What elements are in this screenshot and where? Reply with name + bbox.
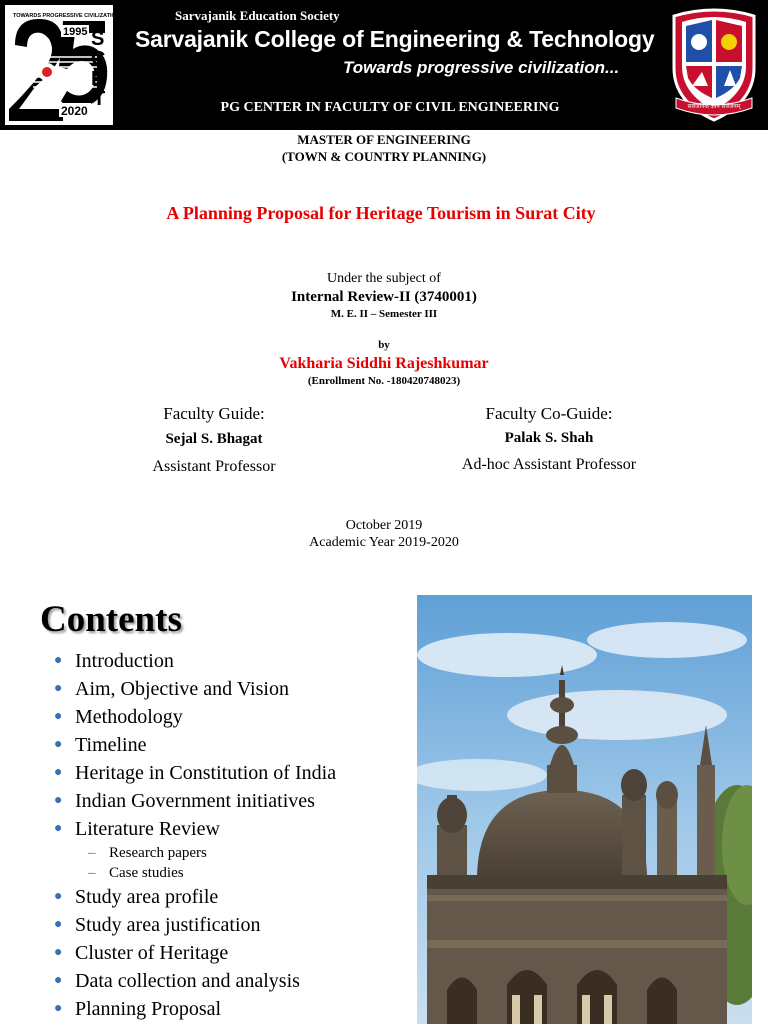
logo-letter-s: S	[91, 28, 105, 50]
dash-icon: –	[88, 845, 96, 861]
bullet-icon: ●	[54, 821, 63, 836]
guide-name: Sejal S. Bhagat	[165, 431, 263, 447]
by-label: by	[378, 339, 390, 351]
contents-list	[40, 647, 410, 1023]
logo-letter-e: E	[91, 68, 105, 90]
coguide-designation: Ad-hoc Assistant Professor	[461, 456, 637, 473]
degree-label: MASTER OF ENGINEERING	[297, 132, 471, 147]
guide-label: Faculty Guide:	[163, 404, 265, 423]
bullet-icon: ●	[54, 681, 63, 696]
list-item: ● Data collection and analysis	[40, 967, 410, 995]
bullet-icon: ●	[54, 889, 63, 904]
list-item: ● Heritage in Constitution of India	[40, 759, 410, 787]
list-item: ● Literature Review	[40, 815, 410, 843]
semester-label: M. E. II – Semester III	[330, 308, 438, 320]
pg-center-heading: PG CENTER IN FACULTY OF CIVIL ENGINEERING	[220, 100, 560, 115]
bullet-icon: ●	[54, 737, 63, 752]
contents-heading: Contents	[40, 599, 182, 640]
list-item: ● Cluster of Heritage	[40, 939, 410, 967]
subject-name: Internal Review-II (3740001)	[291, 289, 477, 305]
bullet-icon: ●	[54, 793, 63, 808]
subject-intro: Under the subject of	[327, 271, 441, 286]
crest-motto: सर्वजनिक ज्ञान सर्वजनम्	[687, 103, 741, 110]
bullet-icon: ●	[54, 709, 63, 724]
coguide-label: Faculty Co-Guide:	[485, 404, 613, 423]
bullet-icon: ●	[54, 917, 63, 932]
bullet-icon: ●	[54, 765, 63, 780]
list-item: ● Introduction	[40, 647, 410, 675]
sub-list-item: – Case studies	[88, 865, 184, 881]
enrollment-number: (Enrollment No. -180420748023)	[307, 375, 461, 387]
logo-letter-c: C	[91, 48, 106, 70]
report-date: October 2019	[345, 518, 423, 533]
list-item: ● Indian Government initiatives	[40, 787, 410, 815]
list-item: ● Aim, Objective and Vision	[40, 675, 410, 703]
list-item: ● Study area profile	[40, 883, 410, 911]
college-tagline: Towards progressive civilization...	[343, 58, 620, 77]
bullet-icon: ●	[54, 945, 63, 960]
list-item: ● Timeline	[40, 731, 410, 759]
college-crest-icon	[668, 6, 760, 124]
bullet-icon: ●	[54, 973, 63, 988]
society-name: Sarvajanik Education Society	[175, 8, 340, 23]
dash-icon: –	[88, 865, 96, 881]
logo-year-end: 2020	[61, 104, 88, 118]
author-name: Vakharia Siddhi Rajeshkumar	[279, 355, 489, 372]
sub-list-item: – Research papers	[88, 845, 207, 861]
guide-designation: Assistant Professor	[152, 458, 276, 475]
program-label: (TOWN & COUNTRY PLANNING)	[281, 149, 487, 164]
scet-25-years-logo	[5, 5, 113, 125]
bullet-icon: ●	[54, 653, 63, 668]
list-item: ● Planning Proposal	[40, 995, 410, 1023]
report-title: A Planning Proposal for Heritage Tourism in Surat City	[166, 203, 596, 223]
college-name: Sarvajanik College of Engineering & Technology	[135, 26, 655, 52]
heritage-monument-photo	[417, 595, 752, 1024]
list-item: ● Study area justification	[40, 911, 410, 939]
coguide-name: Palak S. Shah	[504, 430, 594, 446]
academic-year: Academic Year 2019-2020	[309, 535, 459, 550]
logo-letter-t: T	[93, 88, 106, 110]
list-item: ● Methodology	[40, 703, 410, 731]
bullet-icon: ●	[54, 1001, 63, 1016]
logo-top-text: TOWARDS PROGRESSIVE CIVILIZATION	[13, 13, 113, 19]
logo-year-start: 1995	[63, 26, 88, 38]
